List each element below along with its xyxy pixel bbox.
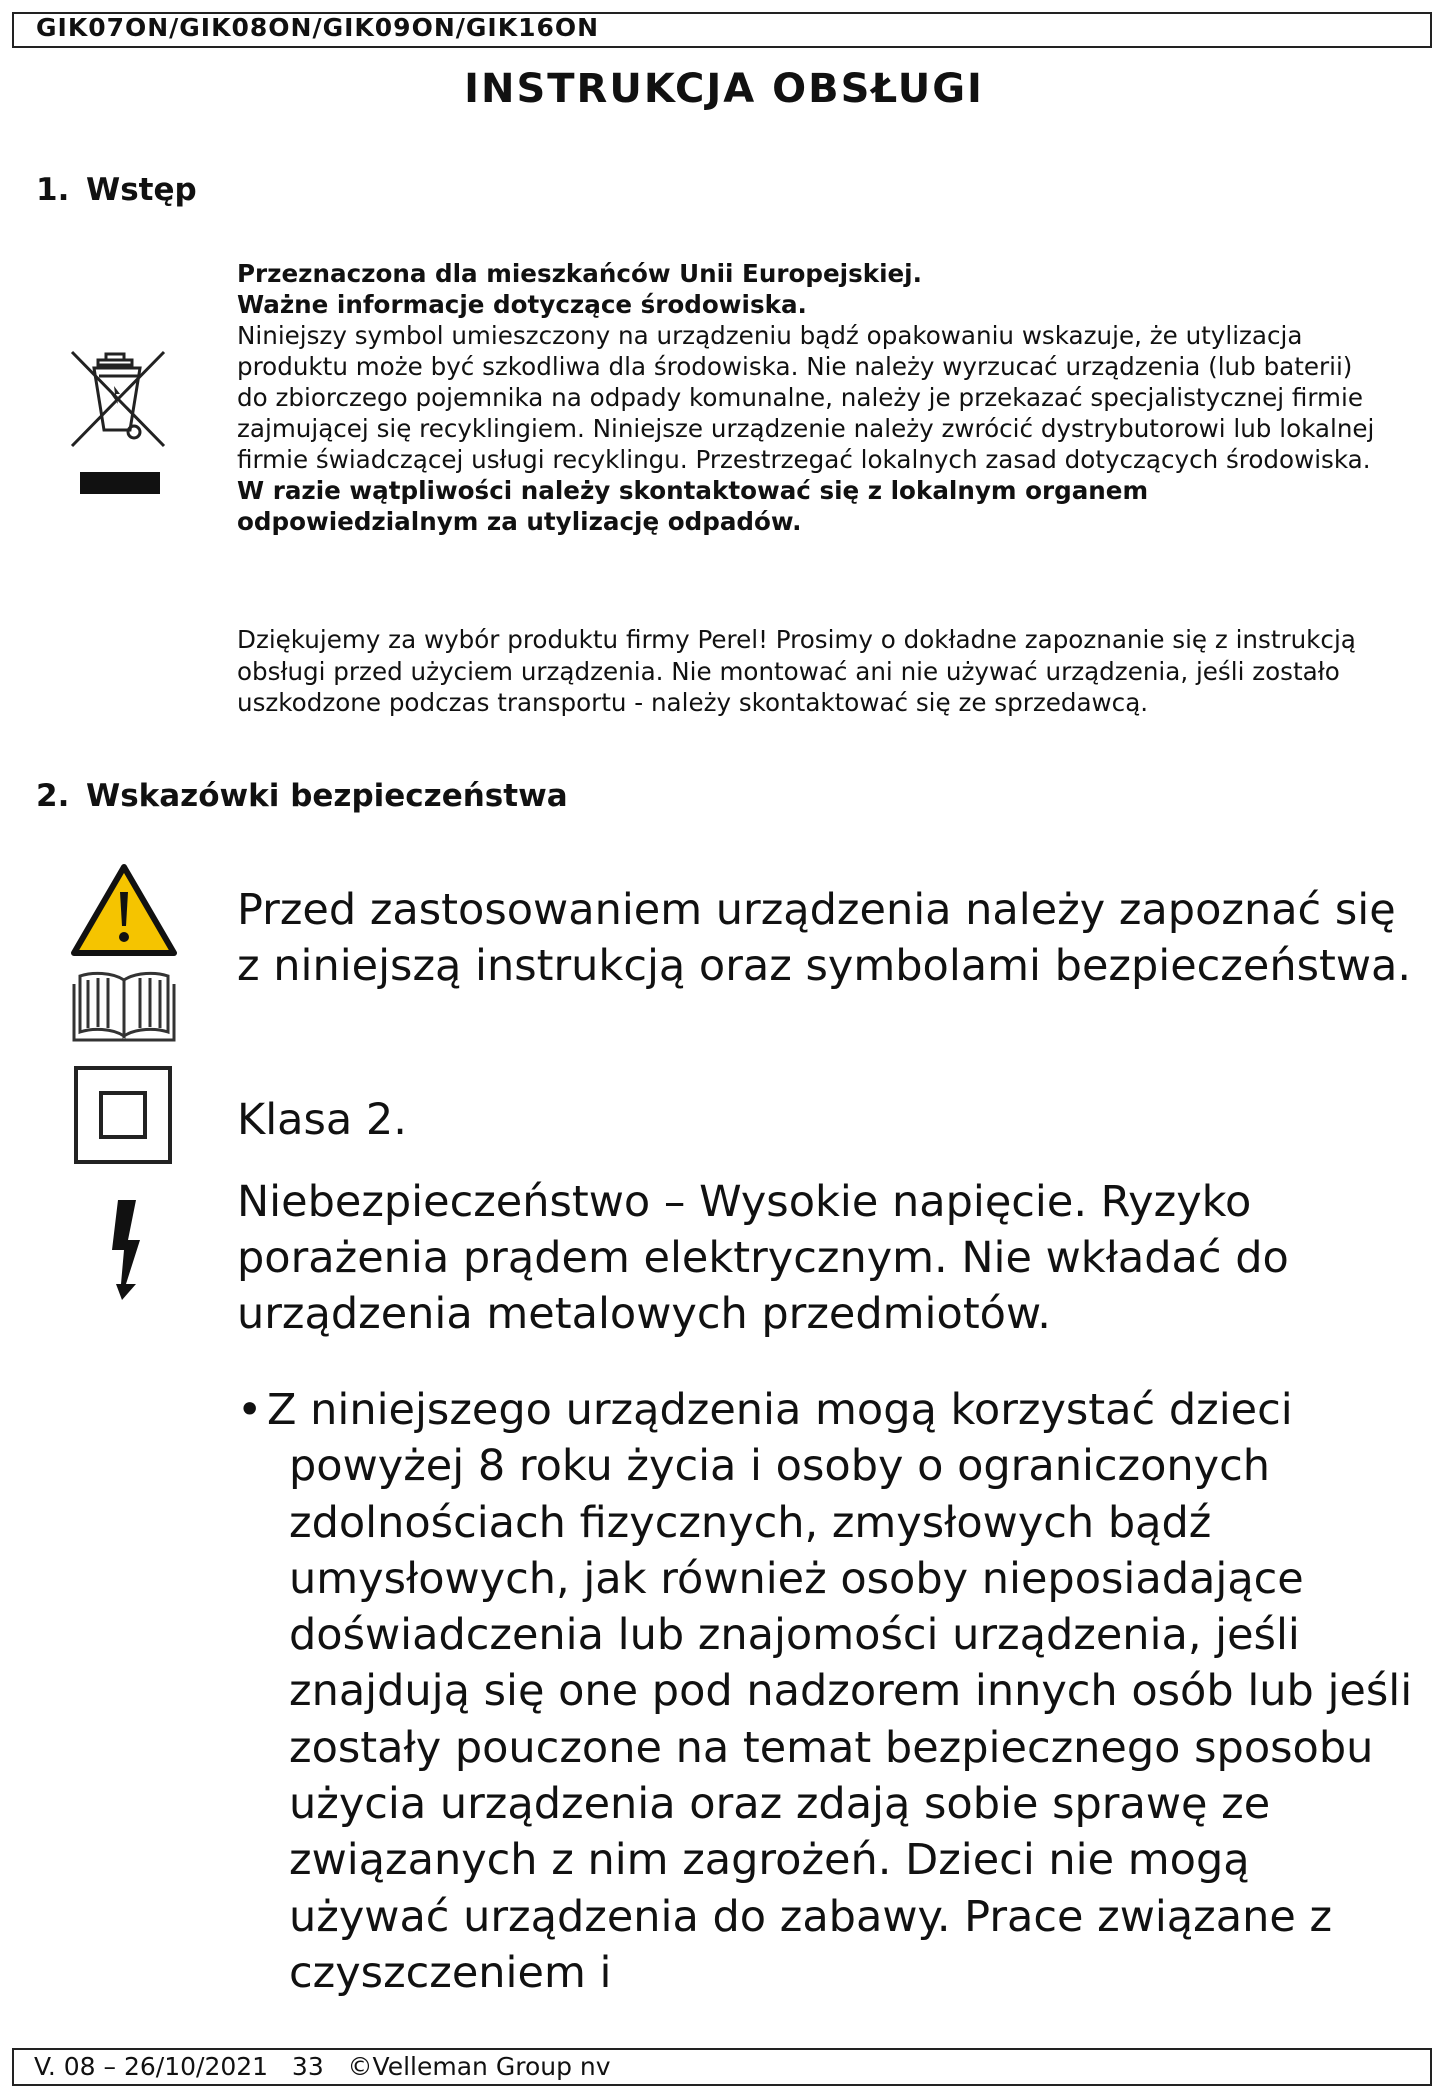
bullet-list-item [237, 1382, 1417, 2001]
environment-info-line: Ważne informacje dotyczące środowiska. [237, 290, 807, 319]
section-1-number: 1. [36, 172, 70, 208]
contact-authority-note: W razie wątpliwości należy skontaktować się z lokalnym organem odpowiedzialnym za utylizację odpadów. [237, 476, 1149, 536]
eu-residents-line: Przeznaczona dla mieszkańców Unii Europejskiej. [237, 259, 922, 288]
section-2-heading [36, 778, 568, 814]
children-usage-bullet [237, 1382, 1417, 2001]
page-title: INSTRUKCJA OBSŁUGI [464, 66, 984, 112]
disposal-paragraph: Niniejszy symbol umieszczony na urządzeniu bądź opakowaniu wskazuje, że utylizacja produktu może być szkodliwa dla środowiska. Nie należy wyrzucać urządzenia (lub baterii) do zbiorczego pojemnika na odpady komunalne, należy je przekazać specjalistycznej firmie zajmującej się recyklingiem. Niniejsze urządzenie należy zwrócić dystrybutorowi lub lokalnej firmie świadczącej usługi recyklingu. Przestrzegać lokalnych zasad dotyczących środowiska. [237, 321, 1375, 474]
section-2-number: 2. [36, 778, 70, 814]
section-1-title: Wstęp [86, 172, 197, 208]
section-2-title: Wskazówki bezpieczeństwa [86, 778, 568, 814]
double-square-icon [74, 1066, 172, 1164]
read-manual-warning: Przed zastosowaniem urządzenia należy zapoznać się z niniejszą instrukcją oraz symbolami bezpieczeństwa. [237, 885, 1412, 991]
thanks-paragraph: Dziękujemy za wybór produktu firmy Perel! Prosimy o dokładne zapoznanie się z instrukcją obsługi przed użyciem urządzenia. Nie montować ani nie używać urządzenia, jeśli zostało uszkodzone podczas transportu - należy skontaktować się ze sprzedawcą. [237, 625, 1356, 717]
model-header: GIK07ON/GIK08ON/GIK09ON/GIK16ON [36, 13, 600, 42]
bullet-continuation: powyżej 8 roku życia i osoby o ograniczonych zdolnościach fizycznych, zmysłowych bądź umysłowych, jak również osoby nieposiadające doświadczenia lub znajomości urządzenia, jeśli znajdują się one pod nadzorem innych osób lub jeśli zostały pouczone na temat bezpiecznego sposobu użycia urządzenia oraz zdają sobie sprawę ze związanych z nim zagrożeń. Dzieci nie mogą używać urządzenia do zabawy. Prace związane z czyszczeniem i [289, 1441, 1413, 1998]
warning-triangle-icon [70, 862, 178, 958]
class-2-label: Klasa 2. [237, 1095, 407, 1145]
high-voltage-warning: Niebezpieczeństwo – Wysokie napięcie. Ryzyko porażenia prądem elektrycznym. Nie wkładać do urządzenia metalowych przedmiotów. [237, 1177, 1289, 1339]
bullet-first-line: Z niniejszego urządzenia mogą korzystać dzieci [267, 1385, 1293, 1435]
bullet-dot: • [237, 1385, 263, 1435]
page-footer: V. 08 – 26/10/2021 33 ©Velleman Group nv [34, 2052, 611, 2081]
section-1-text-block [237, 258, 1387, 537]
lightning-bolt-icon [106, 1198, 148, 1302]
section-1-heading [36, 172, 197, 208]
open-book-icon [72, 968, 176, 1042]
crossed-out-wheeled-bin-icon [68, 346, 172, 496]
